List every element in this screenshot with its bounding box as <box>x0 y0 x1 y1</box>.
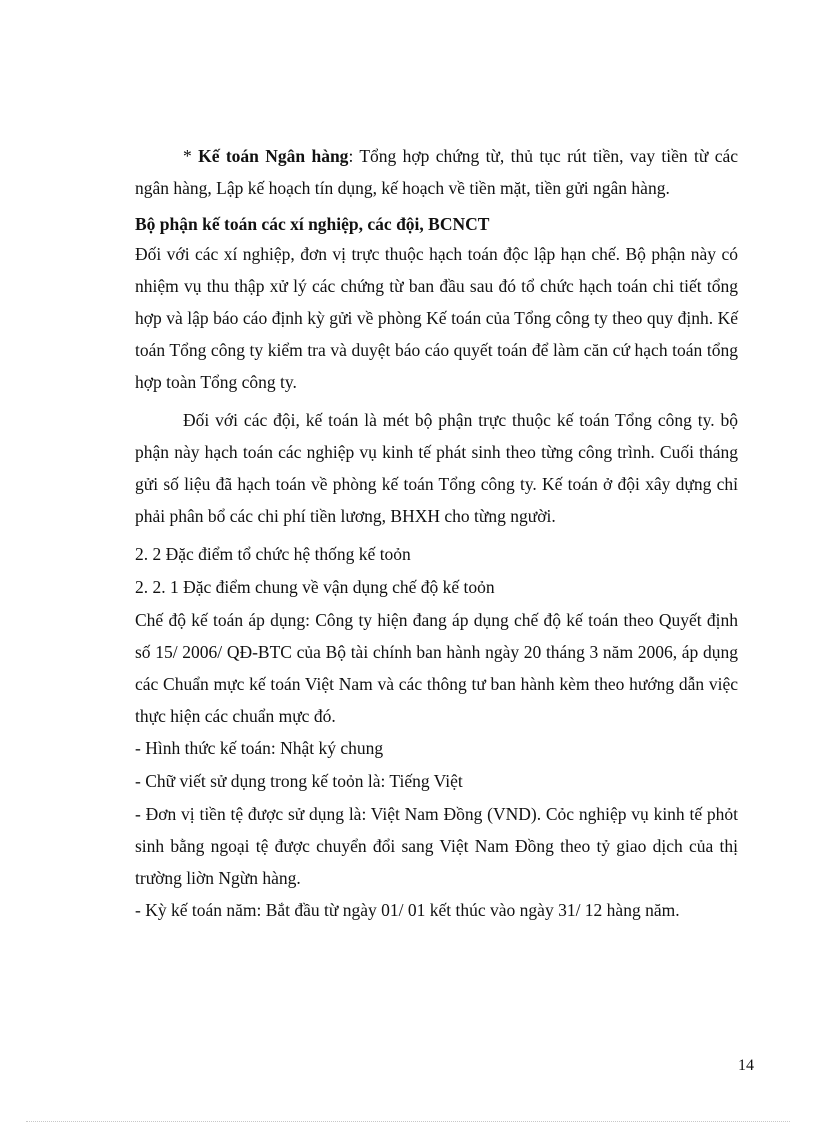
document-body <box>135 140 738 927</box>
paragraph-teams: Đối với các đội, kế toán là mét bộ phận trực thuộc kế toán Tổng công ty. bộ phận này hạch toán các nghiệp vụ kinh tế phát sinh theo từng công trình. Cuối tháng gửi số liệu đã hạch toán về phòng kế toán Tổng công ty. Kế toán ở đội xây dựng chỉ phải phân bổ các chi phí tiền lương, BHXH cho từng người. <box>135 410 738 526</box>
heading-2-2-1: 2. 2. 1 Đặc điểm chung về vận dụng chế độ kế toỏn <box>135 577 495 597</box>
section-heading: Bộ phận kế toán các xí nghiệp, các đội, BCNCT <box>135 214 490 234</box>
list-item-accounting-form: - Hình thức kế toán: Nhật ký chung <box>135 738 384 758</box>
heading-2-2: 2. 2 Đặc điểm tổ chức hệ thống kế toỏn <box>135 544 411 564</box>
bullet-marker: * <box>183 146 199 166</box>
list-item-accounting-period: - Kỳ kế toán năm: Bắt đầu từ ngày 01/ 01 kết thúc vào ngày 31/ 12 hàng năm. <box>135 900 680 920</box>
bank-accounting-description: : Tổng hợp chứng từ, thủ tục rút tiền, vay tiền từ các ngân hàng, Lập kế hoạch tín dụng, kế hoạch về tiền mặt, tiền gửi ngân hàng. <box>135 146 739 198</box>
paragraph-enterprises: Đối với các xí nghiệp, đơn vị trực thuộc hạch toán độc lập hạn chế. Bộ phận này có nhiệm vụ thu thập xử lý các chứng từ ban đầu sau đó tổ chức hạch toán chi tiết tổng hợp và lập báo cáo định kỳ gửi về phòng Kế toán của Tổng công ty theo quy định. Kế toán Tổng công ty kiểm tra và duyệt báo cáo quyết toán để làm căn cứ hạch toán tổng hợp toàn Tổng công ty. <box>135 244 738 392</box>
list-item-language: - Chữ viết sử dụng trong kế toỏn là: Tiếng Việt <box>135 771 463 791</box>
page-number: 14 <box>738 1057 754 1074</box>
list-item-currency: - Đơn vị tiền tệ được sử dụng là: Việt Nam Đồng (VND). Cỏc nghiệp vụ kinh tế phỏt sinh bằng ngoại tệ được chuyển đổi sang Việt Nam Đồng theo tỷ giao dịch của thị trường liờn Ngừn hàng. <box>135 804 738 888</box>
paragraph-accounting-regime: Chế độ kế toán áp dụng: Công ty hiện đang áp dụng chế độ kế toán theo Quyết định số 15/ 2006/ QĐ-BTC của Bộ tài chính ban hành ngày 20 tháng 3 năm 2006, áp dụng các Chuẩn mực kế toán Việt Nam và các thông tư ban hành kèm theo hướng dẫn việc thực hiện các chuẩn mực đó. <box>135 610 738 726</box>
term-bank-accounting: Kế toán Ngân hàng <box>198 146 349 166</box>
page-bottom-divider <box>26 1121 790 1122</box>
paragraph-bank-accounting <box>135 140 738 204</box>
